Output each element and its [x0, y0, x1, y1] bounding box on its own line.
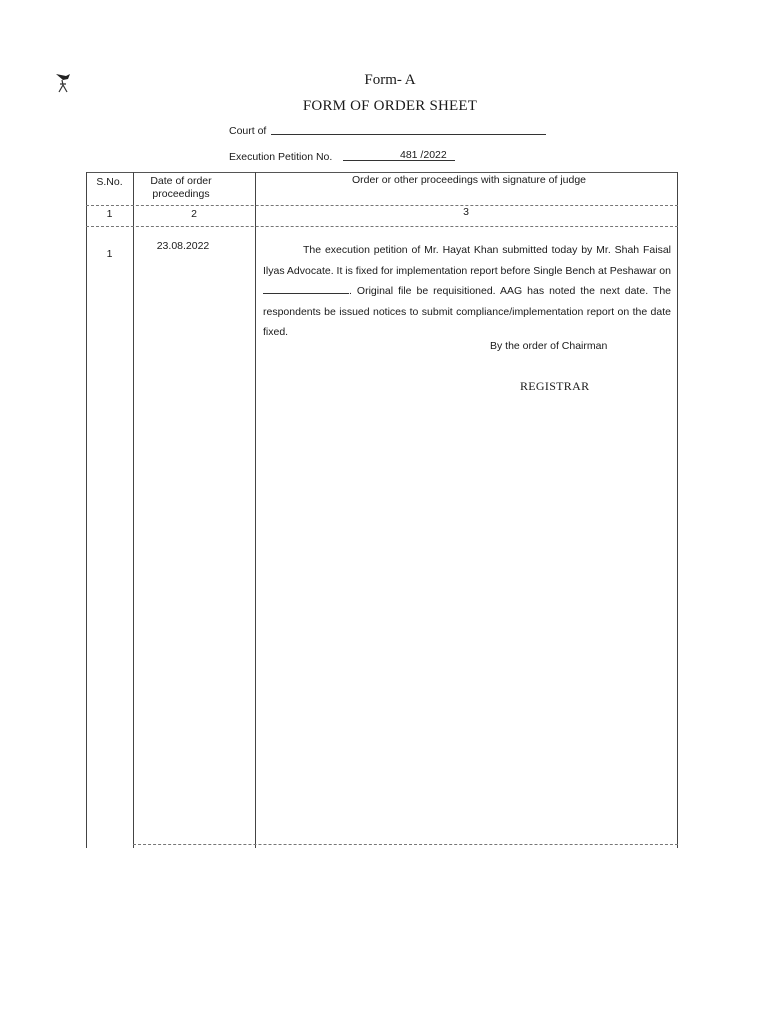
- signoff-text: By the order of Chairman: [490, 340, 608, 352]
- execution-petition-number: 481 /2022: [400, 149, 447, 161]
- table-bottom-border: [133, 844, 678, 845]
- signatory-title: REGISTRAR: [520, 379, 590, 393]
- number-row-divider: [86, 226, 678, 227]
- column-number-2: 2: [191, 208, 197, 220]
- date-blank-line: [263, 284, 349, 294]
- column-number-3: 3: [463, 206, 469, 218]
- court-label: Court of: [229, 125, 267, 137]
- table-left-border: [86, 172, 87, 848]
- row-sno: 1: [106, 248, 113, 260]
- column-number-1: 1: [106, 208, 113, 220]
- execution-petition-label: Execution Petition No.: [229, 151, 333, 163]
- table-top-border: [86, 172, 678, 173]
- row-date: 23.08.2022: [156, 240, 210, 252]
- sno-column-divider: [133, 172, 134, 848]
- order-text-part1: The execution petition of Mr. Hayat Khan submitted today by Mr. Shah Faisal Ilyas Advocate. It is fixed for implementation report before Single Bench at Peshawar on: [263, 244, 671, 277]
- court-blank-line: [271, 134, 546, 135]
- order-text: [263, 240, 671, 343]
- header-sno: S.No.: [96, 176, 123, 188]
- header-date-line1: Date of order: [150, 175, 212, 187]
- order-text-part2: . Original file be requisitioned. AAG has noted the next date. The respondents be issued notices to submit compliance/implementation report on the date fixed.: [263, 285, 671, 338]
- table-right-border: [677, 172, 678, 848]
- date-column-divider: [255, 172, 256, 848]
- header-order: Order or other proceedings with signature of judge: [351, 174, 587, 186]
- form-title: FORM OF ORDER SHEET: [302, 98, 478, 114]
- header-date-line2: proceedings: [152, 188, 210, 200]
- form-label: Form- A: [364, 72, 416, 88]
